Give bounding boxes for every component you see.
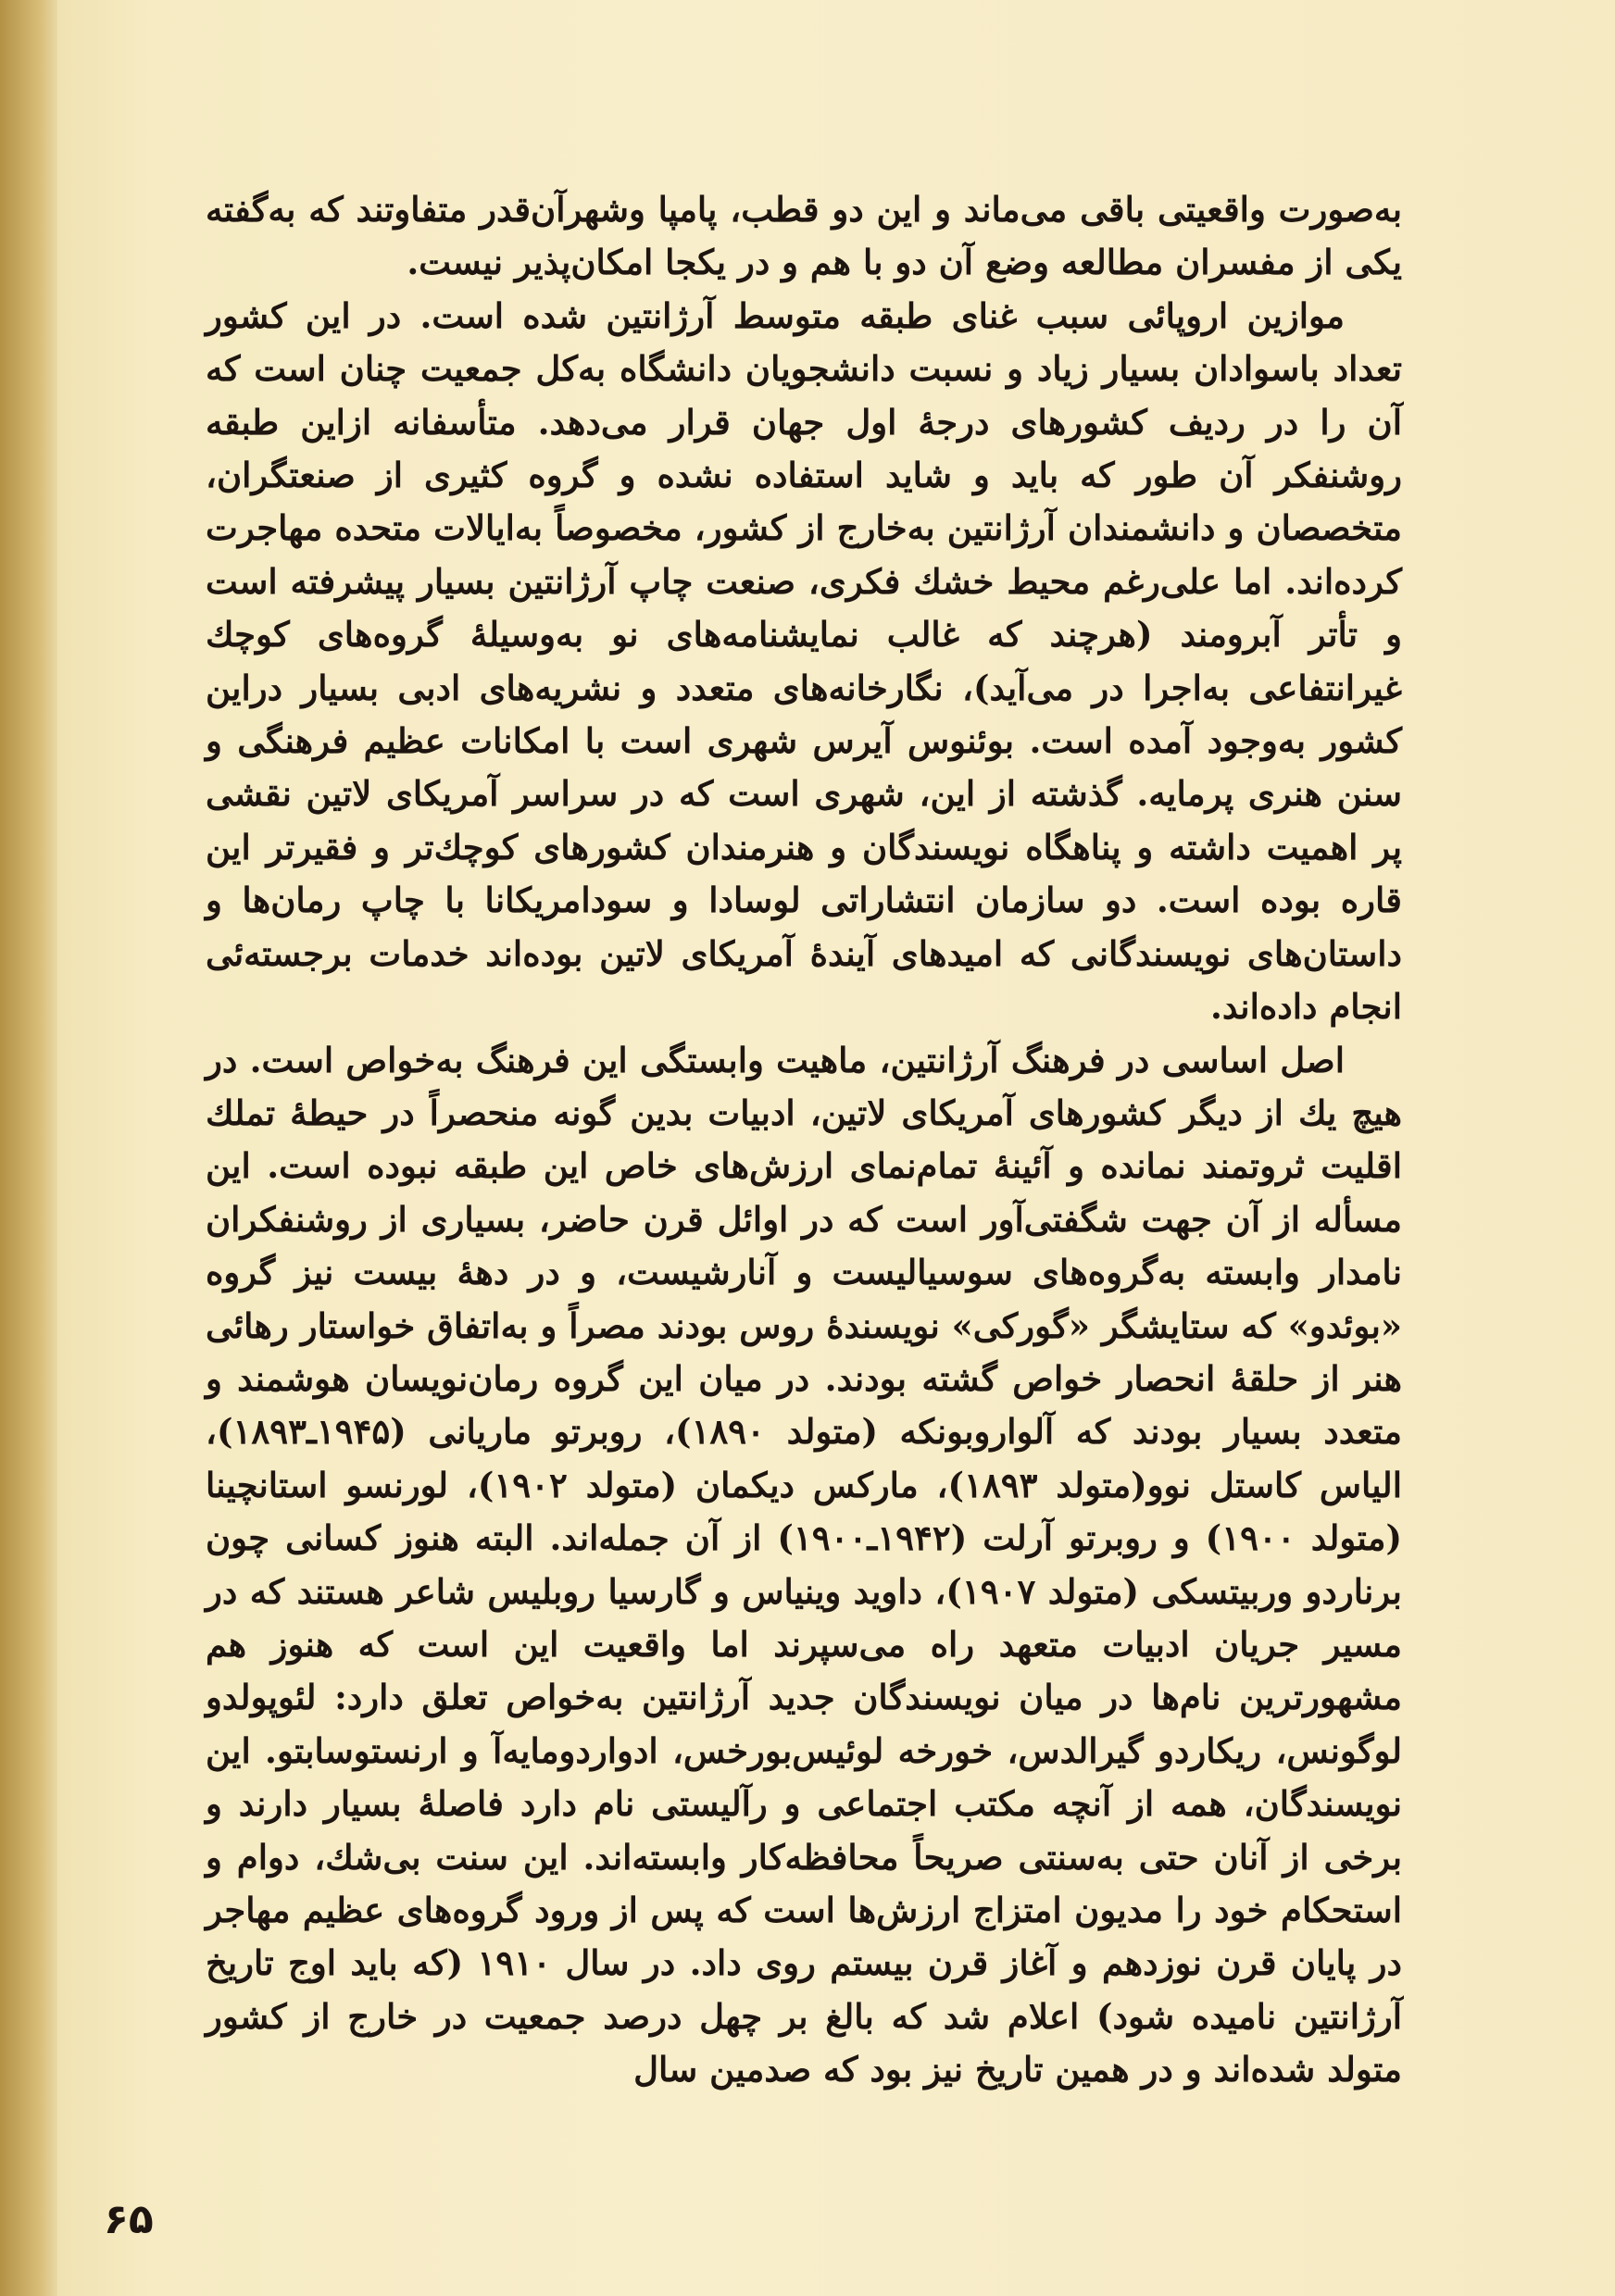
scan-edge bbox=[0, 0, 57, 2296]
body-text bbox=[206, 183, 1402, 2097]
paragraph-3: اصل اساسی در فرهنگ آرژانتین، ماهیت وابستگی این فرهنگ به‌خواص است. در هیچ یك از دیگر کشورهای آمریکای لاتین، ادبیات بدین گونه منحصراً در حیطهٔ تملك اقلیت ثروتمند نمانده و آئینهٔ تمام‌نمای ارزش‌های خاص این طبقه نبوده است. این مسأله از آن جهت شگفتی‌آور است که در اوائل قرن حاضر، بسیاری از روشنفکران نامدار وابسته به‌گروه‌های سوسیالیست و آنارشیست، و در دههٔ بیست نیز گروه «بوئدو» که ستایشگر «گورکی» نویسندهٔ روس بودند مصراً و به‌اتفاق خواستار رهائی هنر از حلقهٔ انحصار خواص گشته بودند. در میان این گروه رمان‌نویسان هوشمند و متعدد بسیار بودند که آلواروبونکه (متولد ۱۸۹۰)، روبرتو ماریانی (۱۹۴۵ـ۱۸۹۳)، الیاس کاستل نوو(متولد ۱۸۹۳)، مارکس دیکمان (متولد ۱۹۰۲)، لورنسو استانچینا (متولد ۱۹۰۰) و روبرتو آرلت (۱۹۴۲ـ۱۹۰۰) از آن جمله‌اند. البته هنوز کسانی چون برناردو وربیتسکی (متولد ۱۹۰۷)، داوید وینیاس و گارسیا روبلیس شاعر هستند که در مسیر جریان ادبیات متعهد راه می‌سپرند اما واقعیت این است که هنوز هم مشهورترین نام‌ها در میان نویسندگان جدید آرژانتین به‌خواص تعلق دارد: لئوپولدو لوگونس، ریکاردو گیرالدس، خورخه لوئیس‌بورخس، ادواردومایه‌آ و ارنستوسابتو. این نویسندگان، همه از آنچه مکتب اجتماعی و رآلیستی نام دارد فاصلهٔ بسیار دارند و برخی از آنان حتی به‌سنتی صریحاً محافظه‌کار وابسته‌اند. این سنت بی‌شك، دوام و استحکام خود را مدیون امتزاج ارزش‌ها است که پس از ورود گروه‌های عظیم مهاجر در پایان قرن نوزدهم و آغاز قرن بیستم روی داد. در سال ۱۹۱۰ (که باید اوج تاریخ آرژانتین نامیده شود) اعلام شد که بالغ بر چهل درصد جمعیت در خارج از کشور متولد شده‌اند و در همین تاریخ نیز بود که صدمین سال bbox=[206, 1039, 1402, 2090]
book-page bbox=[57, 0, 1615, 2296]
paragraph-2: موازین اروپائی سبب غنای طبقه متوسط آرژانتین شده است. در این کشور تعداد باسوادان بسیار زیاد و نسبت دانشجویان دانشگاه به‌کل جمعیت چنان است که آن را در ردیف کشورهای درجهٔ اول جهان قرار می‌دهد. متأسفانه ازاین طبقه روشنفکر آن طور که باید و شاید استفاده نشده و گروه کثیری از صنعتگران، متخصصان و دانشمندان آرژانتین به‌خارج از کشور، مخصوصاً به‌ایالات متحده مهاجرت کرده‌اند. اما علی‌رغم محیط خشك فکری، صنعت چاپ آرژانتین بسیار پیشرفته است و تأتر آبرومند (هرچند که غالب نمایشنامه‌های نو به‌وسیلهٔ گروه‌های کوچك غیرانتفاعی به‌اجرا در می‌آید)، نگارخانه‌های متعدد و نشریه‌های ادبی بسیار دراین کشور به‌وجود آمده است. بوئنوس آیرس شهری است با امکانات عظیم فرهنگی و سنن هنری پرمایه. گذشته از این، شهری است که در سراسر آمریکای لاتین نقشی پر اهمیت داشته و پناهگاه نویسندگان و هنرمندان کشورهای کوچك‌تر و فقیرتر این قاره بوده است. دو سازمان انتشاراتی لوسادا و سودامریکانا با چاپ رمان‌ها و داستان‌های نویسندگانی که امیدهای آیندهٔ آمریکای لاتین بوده‌اند خدمات برجسته‌ئی انجام داده‌اند. bbox=[206, 294, 1402, 1028]
paragraph-1: به‌صورت واقعیتی باقی می‌ماند و این دو قطب، پامپا وشهرآن‌قدر متفاوتند که به‌گفته یکی از مفسران مطالعه وضع آن دو با هم و در یکجا امکان‌پذیر نیست. bbox=[206, 189, 1402, 283]
page-number: ۶۵ bbox=[104, 2196, 154, 2243]
